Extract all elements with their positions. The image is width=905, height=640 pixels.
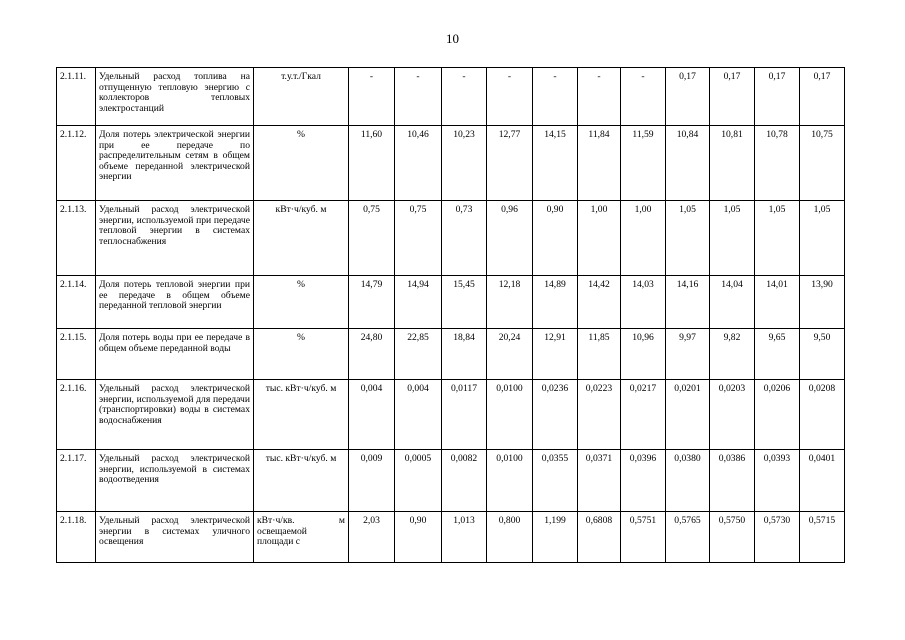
row-value: 0,0380 bbox=[666, 450, 710, 512]
row-value: 10,75 bbox=[800, 126, 845, 201]
row-value: 22,85 bbox=[395, 329, 442, 380]
row-value: 0,75 bbox=[395, 201, 442, 276]
row-value: 18,84 bbox=[442, 329, 487, 380]
row-value: 11,59 bbox=[621, 126, 666, 201]
row-description: Удельный расход топлива на отпущенную тепловую энергию с коллекторов тепловых электростанций bbox=[96, 68, 254, 126]
row-value: 0,96 bbox=[487, 201, 533, 276]
table-row bbox=[57, 329, 845, 380]
row-description: Доля потерь тепловой энергии при ее передаче в общем объеме переданной тепловой энергии bbox=[96, 276, 254, 329]
row-unit: тыс. кВт·ч/куб. м bbox=[254, 450, 349, 512]
row-code: 2.1.17. bbox=[57, 450, 96, 512]
row-value: 0,0082 bbox=[442, 450, 487, 512]
row-code: 2.1.14. bbox=[57, 276, 96, 329]
row-value: 0,0217 bbox=[621, 380, 666, 450]
row-value: - bbox=[533, 68, 578, 126]
row-description: Удельный расход электрической энергии, используемой для передачи (транспортировки) воды в системах водоснабжения bbox=[96, 380, 254, 450]
row-value: 0,17 bbox=[710, 68, 755, 126]
row-value: 11,84 bbox=[578, 126, 621, 201]
table-row bbox=[57, 201, 845, 276]
row-value: 14,16 bbox=[666, 276, 710, 329]
row-value: 13,90 bbox=[800, 276, 845, 329]
row-unit: % bbox=[254, 329, 349, 380]
table-row bbox=[57, 450, 845, 512]
row-value: 12,77 bbox=[487, 126, 533, 201]
row-unit: тыс. кВт·ч/куб. м bbox=[254, 380, 349, 450]
row-value: 9,65 bbox=[755, 329, 800, 380]
row-value: 1,05 bbox=[710, 201, 755, 276]
row-value: 0,0201 bbox=[666, 380, 710, 450]
row-value: 10,46 bbox=[395, 126, 442, 201]
row-value: 14,01 bbox=[755, 276, 800, 329]
row-value: 0,0005 bbox=[395, 450, 442, 512]
row-value: 1,05 bbox=[755, 201, 800, 276]
row-value: 10,81 bbox=[710, 126, 755, 201]
row-value: 0,800 bbox=[487, 512, 533, 563]
row-description: Доля потерь электрической энергии при ее передаче по распределительным сетям в общем объеме переданной электрической энергии bbox=[96, 126, 254, 201]
row-value: 0,17 bbox=[666, 68, 710, 126]
row-value: 0,0393 bbox=[755, 450, 800, 512]
row-value: - bbox=[487, 68, 533, 126]
row-code: 2.1.11. bbox=[57, 68, 96, 126]
row-value: 11,85 bbox=[578, 329, 621, 380]
row-value: 15,45 bbox=[442, 276, 487, 329]
row-value: 14,89 bbox=[533, 276, 578, 329]
row-value: 9,97 bbox=[666, 329, 710, 380]
row-value: 0,004 bbox=[395, 380, 442, 450]
row-value: 0,73 bbox=[442, 201, 487, 276]
row-value: 0,17 bbox=[755, 68, 800, 126]
row-value: 0,6808 bbox=[578, 512, 621, 563]
row-value: 14,42 bbox=[578, 276, 621, 329]
row-value: - bbox=[349, 68, 395, 126]
row-code: 2.1.12. bbox=[57, 126, 96, 201]
row-value: 14,15 bbox=[533, 126, 578, 201]
row-value: 0,0208 bbox=[800, 380, 845, 450]
row-description: Удельный расход электрической энергии в системах уличного освещения bbox=[96, 512, 254, 563]
row-value: 14,03 bbox=[621, 276, 666, 329]
row-value: - bbox=[578, 68, 621, 126]
row-value: 0,0223 bbox=[578, 380, 621, 450]
row-value: 10,23 bbox=[442, 126, 487, 201]
row-value: 10,96 bbox=[621, 329, 666, 380]
row-description: Удельный расход электрической энергии, используемой при передаче тепловой энергии в системах теплоснабжения bbox=[96, 201, 254, 276]
table-row bbox=[57, 68, 845, 126]
row-value: 0,0386 bbox=[710, 450, 755, 512]
row-value: 14,79 bbox=[349, 276, 395, 329]
row-unit: % bbox=[254, 276, 349, 329]
row-value: 20,24 bbox=[487, 329, 533, 380]
row-value: 12,18 bbox=[487, 276, 533, 329]
row-value: 0,0203 bbox=[710, 380, 755, 450]
row-value: 14,04 bbox=[710, 276, 755, 329]
row-value: 0,75 bbox=[349, 201, 395, 276]
row-value: 0,5715 bbox=[800, 512, 845, 563]
row-value: 0,0401 bbox=[800, 450, 845, 512]
row-value: 1,199 bbox=[533, 512, 578, 563]
row-value: 0,5751 bbox=[621, 512, 666, 563]
row-unit: кВт·ч/куб. м bbox=[254, 201, 349, 276]
row-value: - bbox=[621, 68, 666, 126]
row-unit: % bbox=[254, 126, 349, 201]
row-value: 9,82 bbox=[710, 329, 755, 380]
row-value: 0,004 bbox=[349, 380, 395, 450]
row-value: 0,0236 bbox=[533, 380, 578, 450]
table-row bbox=[57, 126, 845, 201]
row-value: 24,80 bbox=[349, 329, 395, 380]
row-value: 0,0100 bbox=[487, 380, 533, 450]
row-value: - bbox=[442, 68, 487, 126]
table-row bbox=[57, 276, 845, 329]
row-value: 12,91 bbox=[533, 329, 578, 380]
row-unit: т.у.т./Гкал bbox=[254, 68, 349, 126]
row-value: 0,5750 bbox=[710, 512, 755, 563]
indicators-table bbox=[56, 67, 845, 563]
row-value: 0,0355 bbox=[533, 450, 578, 512]
row-value: 1,05 bbox=[666, 201, 710, 276]
row-value: - bbox=[395, 68, 442, 126]
row-value: 0,0117 bbox=[442, 380, 487, 450]
row-value: 0,0206 bbox=[755, 380, 800, 450]
row-code: 2.1.13. bbox=[57, 201, 96, 276]
row-value: 0,0396 bbox=[621, 450, 666, 512]
row-value: 0,0100 bbox=[487, 450, 533, 512]
page-number: 10 bbox=[446, 31, 459, 46]
row-value: 2,03 bbox=[349, 512, 395, 563]
table-row bbox=[57, 512, 845, 563]
row-code: 2.1.18. bbox=[57, 512, 96, 563]
row-code: 2.1.16. bbox=[57, 380, 96, 450]
table-body bbox=[57, 68, 845, 563]
row-value: 0,5730 bbox=[755, 512, 800, 563]
row-code: 2.1.15. bbox=[57, 329, 96, 380]
row-value: 10,78 bbox=[755, 126, 800, 201]
row-value: 0,009 bbox=[349, 450, 395, 512]
row-unit: кВт·ч/кв. м освещаемой площади с bbox=[254, 512, 349, 563]
row-description: Удельный расход электрической энергии, используемой в системах водоотведения bbox=[96, 450, 254, 512]
row-description: Доля потерь воды при ее передаче в общем объеме переданной воды bbox=[96, 329, 254, 380]
row-value: 0,5765 bbox=[666, 512, 710, 563]
row-value: 9,50 bbox=[800, 329, 845, 380]
row-value: 1,00 bbox=[578, 201, 621, 276]
row-value: 1,013 bbox=[442, 512, 487, 563]
row-value: 1,05 bbox=[800, 201, 845, 276]
row-value: 0,90 bbox=[533, 201, 578, 276]
row-value: 1,00 bbox=[621, 201, 666, 276]
row-value: 14,94 bbox=[395, 276, 442, 329]
row-value: 10,84 bbox=[666, 126, 710, 201]
row-value: 0,0371 bbox=[578, 450, 621, 512]
row-value: 0,17 bbox=[800, 68, 845, 126]
row-value: 11,60 bbox=[349, 126, 395, 201]
row-value: 0,90 bbox=[395, 512, 442, 563]
table-row bbox=[57, 380, 845, 450]
